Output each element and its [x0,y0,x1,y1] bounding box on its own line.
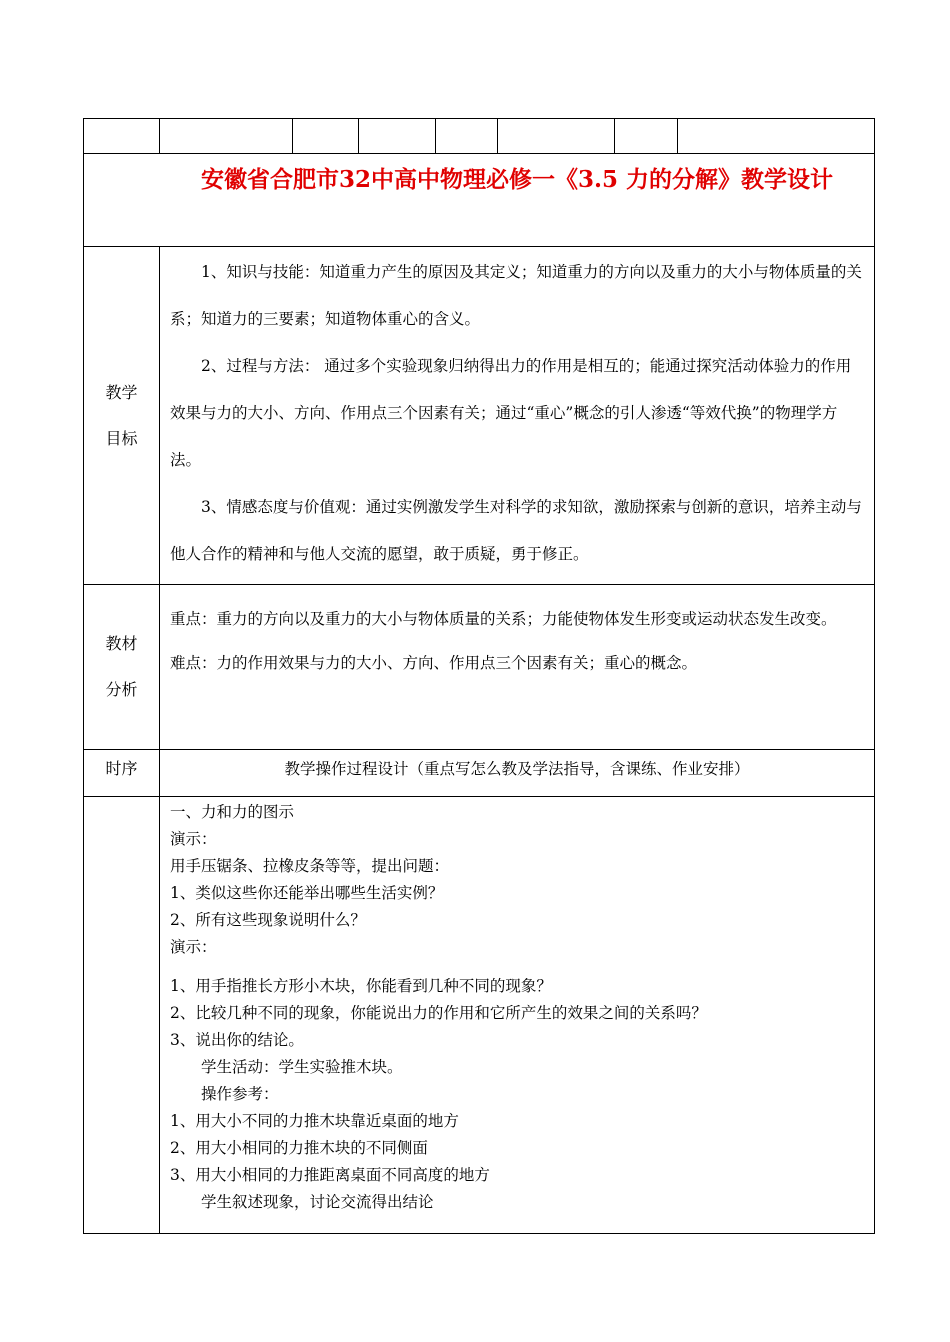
goals-label [84,247,160,585]
process-line: 一、力和力的图示 [170,803,295,821]
blank-cell [84,119,160,154]
blank-cell [678,119,875,154]
goal-knowledge: 1、知识与技能：知道重力产生的原因及其定义；知道重力的方向以及重力的大小与物体质量的关系；知道力的三要素；知道物体重心的含义。 [170,263,862,328]
blank-header-row [84,119,875,154]
teaching-process [160,797,875,1234]
process-line: 3、说出你的结论。 [170,1031,304,1049]
goals-label-line-1: 教学 [105,382,138,402]
process-line: 3、用大小相同的力推距离桌面不同高度的地方 [170,1166,490,1184]
process-line: 用手压锯条、拉橡皮条等等，提出问题： [170,857,450,875]
process-line: 1、用手指推长方形小木块，你能看到几种不同的现象？ [170,977,552,995]
material-analysis [160,585,875,750]
blank-cell [436,119,498,154]
process-line: 演示： [170,938,217,956]
sequence-label: 时序 [84,750,160,797]
process-line: 1、类似这些你还能举出哪些生活实例？ [170,884,444,902]
blank-cell [293,119,359,154]
student-activity: 学生活动：学生实验推木块。 [201,1058,403,1076]
document-title: 安徽省合肥市32中高中物理必修一《3.5 力的分解》教学设计 [84,154,875,247]
material-label-line-2: 分析 [105,680,138,699]
blank-cell [160,119,293,154]
blank-cell [498,119,615,154]
process-line: 2、所有这些现象说明什么？ [170,911,366,929]
process-line: 演示： [170,830,217,848]
blank-cell [615,119,678,154]
goals-label-line-2: 目标 [105,428,138,448]
lesson-plan-table [83,118,875,1234]
operation-reference: 操作参考： [201,1085,279,1103]
goal-process: 2、过程与方法： 通过多个实验现象归纳得出力的作用是相互的；能通过探究活动体验力的作用效果与力的大小、方向、作用点三个因素有关；通过“重心”概念的引人渗透“等效代换”的物理学方法。 [170,357,852,469]
sequence-blank [84,797,160,1234]
process-line: 2、比较几种不同的现象，你能说出力的作用和它所产生的效果之间的关系吗？ [170,1004,707,1022]
key-point: 重点：重力的方向以及重力的大小与物体质量的关系；力能使物体发生形变或运动状态发生改变。 [170,610,837,628]
blank-cell [359,119,436,154]
goal-attitude: 3、情感态度与价值观：通过实例激发学生对科学的求知欲，激励探索与创新的意识，培养主动与他人合作的精神和与他人交流的愿望，敢于质疑，勇于修正。 [170,498,862,563]
process-heading: 教学操作过程设计（重点写怎么教及学法指导，含课练、作业安排） [160,750,875,797]
material-label [84,585,160,750]
teaching-goals [160,247,875,585]
conclusion-line: 学生叙述现象，讨论交流得出结论 [201,1193,434,1211]
difficulty: 难点：力的作用效果与力的大小、方向、作用点三个因素有关；重心的概念。 [170,654,698,672]
process-line: 2、用大小相同的力推木块的不同侧面 [170,1139,428,1157]
material-label-line-1: 教材 [105,634,138,653]
process-line: 1、用大小不同的力推木块靠近桌面的地方 [170,1112,459,1130]
